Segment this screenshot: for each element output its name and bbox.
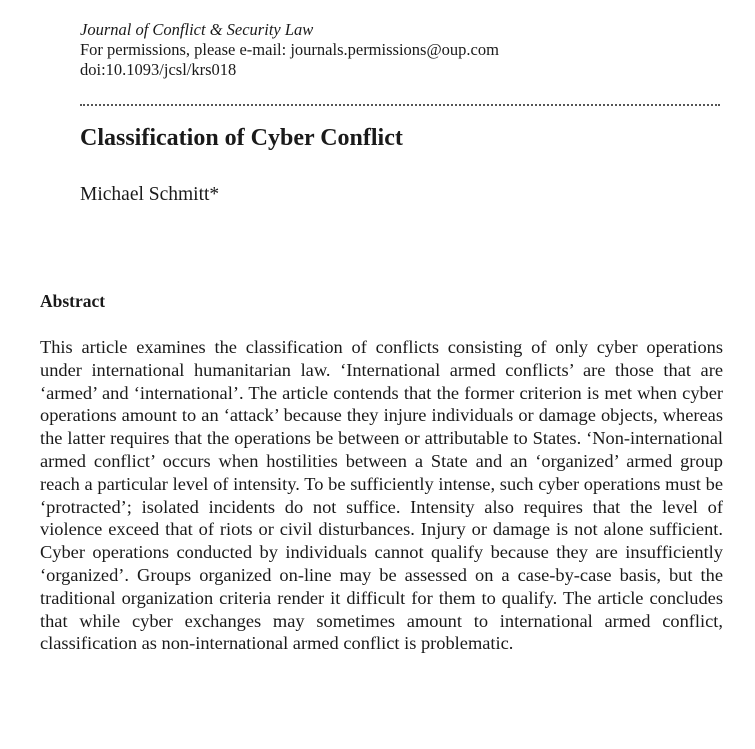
permissions-line: For permissions, please e-mail: journals.permissions@oup.com (80, 40, 499, 59)
doi-line: doi:10.1093/jcsl/krs018 (80, 60, 237, 79)
dotted-divider (80, 104, 720, 106)
article-author: Michael Schmitt* (80, 184, 220, 205)
journal-header (80, 20, 720, 80)
journal-name: Journal of Conflict & Security Law (80, 20, 314, 39)
abstract-heading: Abstract (40, 291, 106, 311)
article-title: Classification of Cyber Conflict (80, 125, 403, 151)
abstract-text: This article examines the classification of conflicts consisting of only cyber operations under international humanitarian law. ‘International armed conflicts’ are those that are ‘armed’ and ‘international’. The article contends that the former criterion is met when cyber operations amount to an ‘attack’ because they injure individuals or damage objects, whereas the latter requires that the operations be between or attributable to States. ‘Non-international armed conflict’ occurs when hostilities between a State and an ‘organized’ armed group reach a particular level of intensity. To be sufficiently intense, such cyber operations must be ‘protracted’; isolated incidents do not suffice. Intensity also requires that the level of violence exceed that of riots or civil disturbances. Injury or damage is not alone sufficient. Cyber operations conducted by individuals cannot qualify because they are insufficiently ‘organized’. Groups organized on-line may be assessed on a case-by-case basis, but the traditional organization criteria render it difficult for them to qualify. The article concludes that while cyber exchanges may sometimes amount to international armed conflict, classification as non-international armed conflict is problematic. (40, 337, 723, 654)
